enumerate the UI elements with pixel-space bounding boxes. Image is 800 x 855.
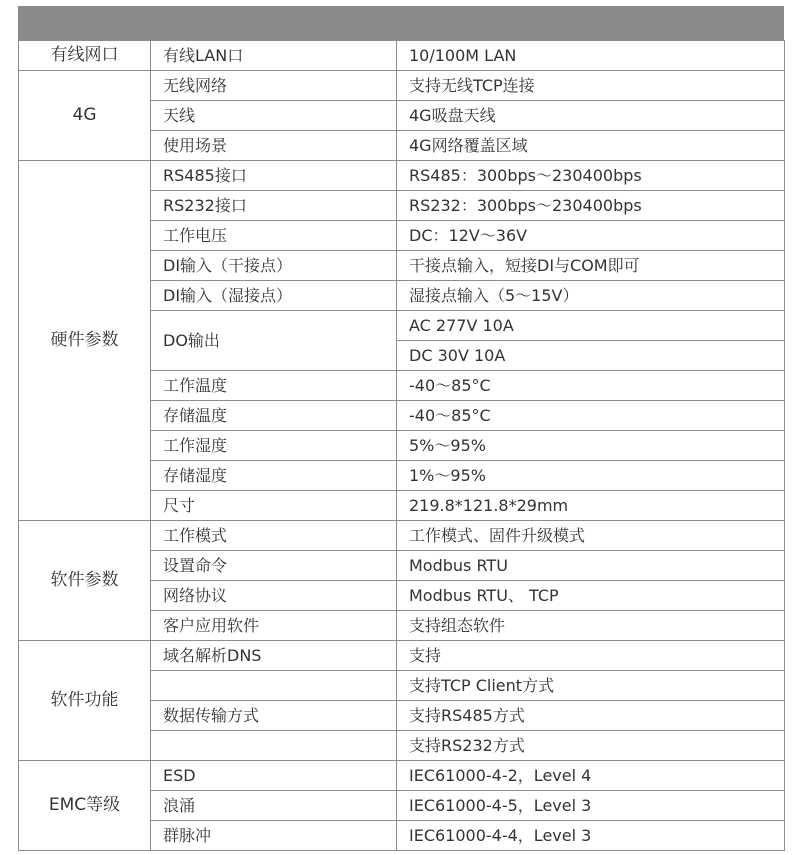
category-cell: EMC等级 bbox=[19, 761, 151, 851]
param-value-cell: 4G吸盘天线 bbox=[397, 101, 785, 131]
param-name-cell: 数据传输方式 bbox=[151, 701, 397, 731]
param-value-cell: DC：12V～36V bbox=[397, 221, 785, 251]
param-name-cell: 存储温度 bbox=[151, 401, 397, 431]
param-name-cell: 网络协议 bbox=[151, 581, 397, 611]
param-value-cell: IEC61000-4-2，Level 4 bbox=[397, 761, 785, 791]
param-name-cell: 群脉冲 bbox=[151, 821, 397, 851]
param-name-cell: 有线LAN口 bbox=[151, 41, 397, 71]
table-header-bar bbox=[18, 6, 784, 40]
category-cell: 软件功能 bbox=[19, 641, 151, 761]
param-value-cell: 干接点输入，短接DI与COM即可 bbox=[397, 251, 785, 281]
category-cell: 有线网口 bbox=[19, 41, 151, 71]
param-value-cell: IEC61000-4-5，Level 3 bbox=[397, 791, 785, 821]
param-value-cell: 4G网络覆盖区域 bbox=[397, 131, 785, 161]
param-value-cell: 5%～95% bbox=[397, 431, 785, 461]
param-value-cell: 支持RS485方式 bbox=[397, 701, 785, 731]
param-name-cell: DI输入（湿接点） bbox=[151, 281, 397, 311]
table-row bbox=[19, 71, 785, 101]
param-name-cell: 尺寸 bbox=[151, 491, 397, 521]
param-value-cell: 支持无线TCP连接 bbox=[397, 71, 785, 101]
table-row bbox=[19, 761, 785, 791]
param-name-cell: DI输入（干接点） bbox=[151, 251, 397, 281]
param-name-cell bbox=[151, 671, 397, 701]
param-value-cell: 1%～95% bbox=[397, 461, 785, 491]
param-name-cell: 存储湿度 bbox=[151, 461, 397, 491]
param-value-cell: 支持 bbox=[397, 641, 785, 671]
param-value-cell: IEC61000-4-4，Level 3 bbox=[397, 821, 785, 851]
category-cell: 4G bbox=[19, 71, 151, 161]
param-name-cell: 使用场景 bbox=[151, 131, 397, 161]
param-name-cell: 设置命令 bbox=[151, 551, 397, 581]
table-row bbox=[19, 521, 785, 551]
param-name-cell: 无线网络 bbox=[151, 71, 397, 101]
table-row bbox=[19, 641, 785, 671]
table-row bbox=[19, 41, 785, 71]
param-name-cell: ESD bbox=[151, 761, 397, 791]
param-name-cell: RS485接口 bbox=[151, 161, 397, 191]
param-name-cell bbox=[151, 731, 397, 761]
param-name-cell: 工作模式 bbox=[151, 521, 397, 551]
param-name-cell: 客户应用软件 bbox=[151, 611, 397, 641]
param-value-cell: Modbus RTU、 TCP bbox=[397, 581, 785, 611]
category-cell: 硬件参数 bbox=[19, 161, 151, 521]
param-value-cell: 支持组态软件 bbox=[397, 611, 785, 641]
param-value-cell: RS485：300bps～230400bps bbox=[397, 161, 785, 191]
param-value-cell: AC 277V 10A bbox=[397, 311, 785, 341]
param-value-cell: 支持RS232方式 bbox=[397, 731, 785, 761]
param-value-cell: -40～85°C bbox=[397, 401, 785, 431]
param-name-cell: 浪涌 bbox=[151, 791, 397, 821]
param-value-cell: 湿接点输入（5～15V） bbox=[397, 281, 785, 311]
param-name-cell: 域名解析DNS bbox=[151, 641, 397, 671]
param-name-cell: 天线 bbox=[151, 101, 397, 131]
param-value-cell: Modbus RTU bbox=[397, 551, 785, 581]
spec-table bbox=[18, 40, 785, 851]
param-value-cell: 支持TCP Client方式 bbox=[397, 671, 785, 701]
table-row bbox=[19, 161, 785, 191]
param-name-cell: 工作湿度 bbox=[151, 431, 397, 461]
param-value-cell: RS232：300bps～230400bps bbox=[397, 191, 785, 221]
param-name-cell: RS232接口 bbox=[151, 191, 397, 221]
param-value-cell: 219.8*121.8*29mm bbox=[397, 491, 785, 521]
param-name-cell: 工作温度 bbox=[151, 371, 397, 401]
category-cell: 软件参数 bbox=[19, 521, 151, 641]
param-name-cell: 工作电压 bbox=[151, 221, 397, 251]
param-value-cell: 10/100M LAN bbox=[397, 41, 785, 71]
param-value-cell: 工作模式、固件升级模式 bbox=[397, 521, 785, 551]
param-value-cell: DC 30V 10A bbox=[397, 341, 785, 371]
param-value-cell: -40～85°C bbox=[397, 371, 785, 401]
param-name-cell: DO输出 bbox=[151, 311, 397, 371]
